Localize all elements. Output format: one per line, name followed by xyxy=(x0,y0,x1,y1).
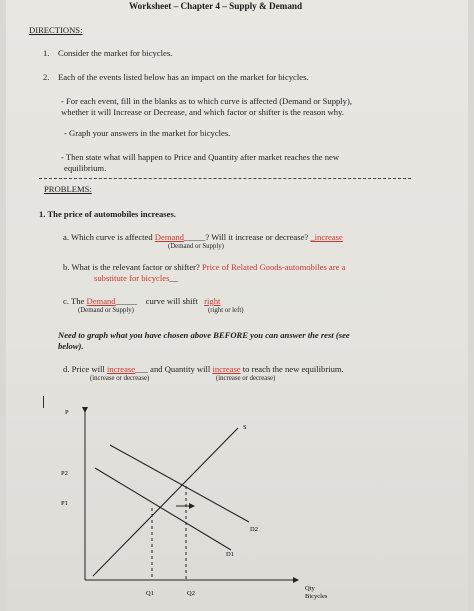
answer-b-blank: __ xyxy=(169,273,179,283)
bullet-3-line1: - Then state what will happen to Price and Quantity after market reaches the new xyxy=(61,152,340,162)
direction-2-text: Each of the events listed below has an impact on the market for bicycles. xyxy=(58,72,309,82)
answer-d-blank: ___ xyxy=(135,364,148,374)
label-bicycles: Bicycles xyxy=(305,593,328,600)
problems-heading: PROBLEMS: xyxy=(44,184,92,194)
answer-c-curve[interactable]: Demand xyxy=(86,296,116,306)
question-d-prefix: d. Price will xyxy=(63,364,105,374)
demand-curve-d2 xyxy=(110,445,249,522)
problem-1-title: 1. The price of automobiles increases. xyxy=(39,209,176,219)
graph-note-line2: below). xyxy=(58,341,84,351)
directions-heading: DIRECTIONS: xyxy=(29,25,83,35)
answer-d-price[interactable]: increase xyxy=(106,364,136,374)
answer-a-change[interactable]: _increase xyxy=(310,232,343,242)
answer-c-blank: _____ xyxy=(115,296,138,306)
question-a-prefix: a. Which curve is affected xyxy=(63,232,153,242)
supply-curve xyxy=(93,428,238,576)
question-d-suffix: to reach the new equilibrium. xyxy=(242,364,344,374)
label-d2: D2 xyxy=(250,526,258,533)
question-c-prefix: c. The xyxy=(63,296,85,306)
direction-1-text: Consider the market for bicycles. xyxy=(58,48,173,58)
answer-a-curve[interactable]: Demand xyxy=(154,232,184,242)
direction-1-number: 1. xyxy=(43,48,50,58)
label-p: P xyxy=(65,409,69,416)
bullet-1-line1: - For each event, fill in the blanks as to which curve is affected (Demand or Supply), xyxy=(61,96,352,106)
label-d1: D1 xyxy=(226,551,234,558)
answer-b-line1[interactable]: Price of Related Goods-automobiles are a xyxy=(201,262,346,272)
answer-b-line2[interactable]: substitute for bicycles xyxy=(94,273,170,283)
question-c-middle: curve will shift xyxy=(145,296,198,306)
hint-demand-or-supply-a: (Demand or Supply) xyxy=(168,243,224,250)
answer-a-blank: _____ xyxy=(183,232,206,242)
answer-d-qty[interactable]: increase xyxy=(212,364,241,374)
demand-curve-d1 xyxy=(95,468,231,550)
graph-note-line1: Need to graph what you have chosen above BEFORE you can answer the rest (see xyxy=(58,330,350,340)
worksheet-title: Worksheet – Chapter 4 – Supply & Demand xyxy=(129,1,303,11)
hint-increase-or-decrease-qty: (increase or decrease) xyxy=(216,375,276,382)
worksheet-page xyxy=(6,0,468,611)
direction-2-number: 2. xyxy=(43,72,50,82)
label-q2: Q2 xyxy=(187,590,195,597)
bullet-1-line2: whether it will Increase or Decrease, and which factor or shifter is the reason why. xyxy=(61,107,344,117)
answer-c-direction[interactable]: right xyxy=(204,296,221,306)
label-p1: P1 xyxy=(61,500,68,507)
question-b-prefix: b. What is the relevant factor or shifter? xyxy=(63,262,200,272)
bullet-3-line2: equilibrium. xyxy=(64,163,107,173)
hint-demand-or-supply-c: (Demand or Supply) xyxy=(78,307,134,314)
label-p2: P2 xyxy=(61,470,68,477)
label-qty: Qty xyxy=(305,585,315,592)
question-a-middle: ? Will it increase or decrease? xyxy=(205,232,309,242)
bullet-2-line1: - Graph your answers in the market for bicycles. xyxy=(64,128,231,138)
hint-increase-or-decrease-price: (increase or decrease) xyxy=(90,375,150,382)
hint-right-or-left: (right or left) xyxy=(208,307,244,314)
question-d-middle: and Quantity will xyxy=(150,364,211,374)
supply-demand-graph xyxy=(6,0,468,611)
label-s: S xyxy=(243,424,247,431)
label-q1: Q1 xyxy=(146,590,154,597)
